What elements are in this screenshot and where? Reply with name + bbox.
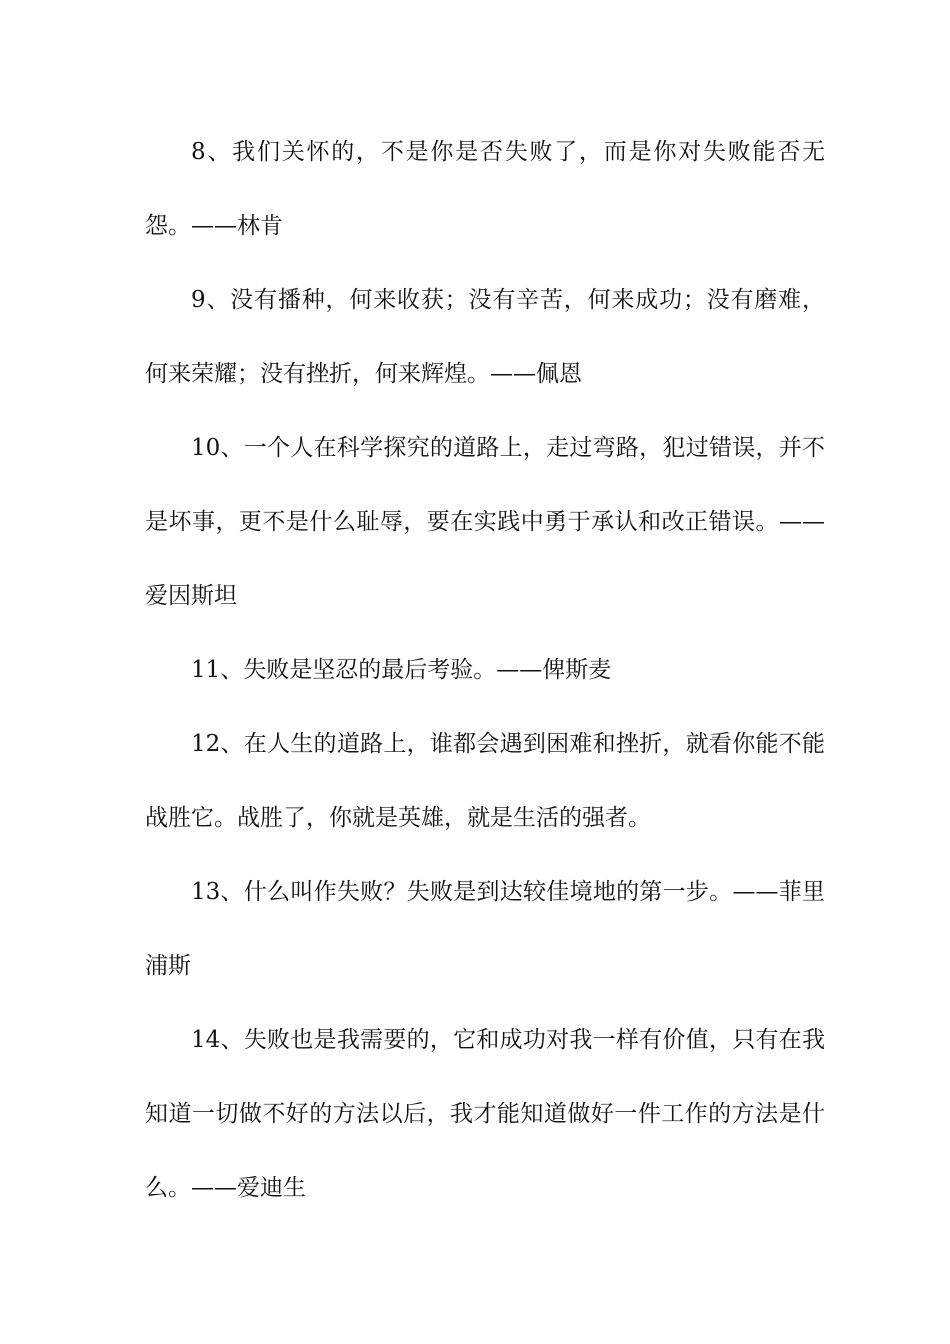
quote-paragraph-11: 11、失败是坚忍的最后考验。——俾斯麦 bbox=[191, 657, 612, 683]
quote-paragraph-9: 9、没有播种，何来收获；没有辛苦，何来成功；没有磨难，何来荣耀；没有挫折，何来辉煌。——佩恩 bbox=[145, 287, 825, 387]
quote-paragraph-14: 14、失败也是我需要的，它和成功对我一样有价值，只有在我知道一切做不好的方法以后，我才能知道做好一件工作的方法是什么。——爱迪生 bbox=[145, 1027, 825, 1201]
quote-paragraph-13: 13、什么叫作失败？失败是到达较佳境地的第一步。——菲里浦斯 bbox=[145, 879, 825, 979]
quote-paragraph-12: 12、在人生的道路上，谁都会遇到困难和挫折，就看你能不能战胜它。战胜了，你就是英雄，就是生活的强者。 bbox=[145, 731, 825, 831]
quote-paragraph-8: 8、我们关怀的，不是你是否失败了，而是你对失败能否无怨。——林肯 bbox=[145, 139, 825, 239]
document-body bbox=[145, 115, 825, 1225]
quote-paragraph-10: 10、一个人在科学探究的道路上，走过弯路，犯过错误，并不是坏事，更不是什么耻辱，要在实践中勇于承认和改正错误。——爱因斯坦 bbox=[145, 435, 825, 609]
